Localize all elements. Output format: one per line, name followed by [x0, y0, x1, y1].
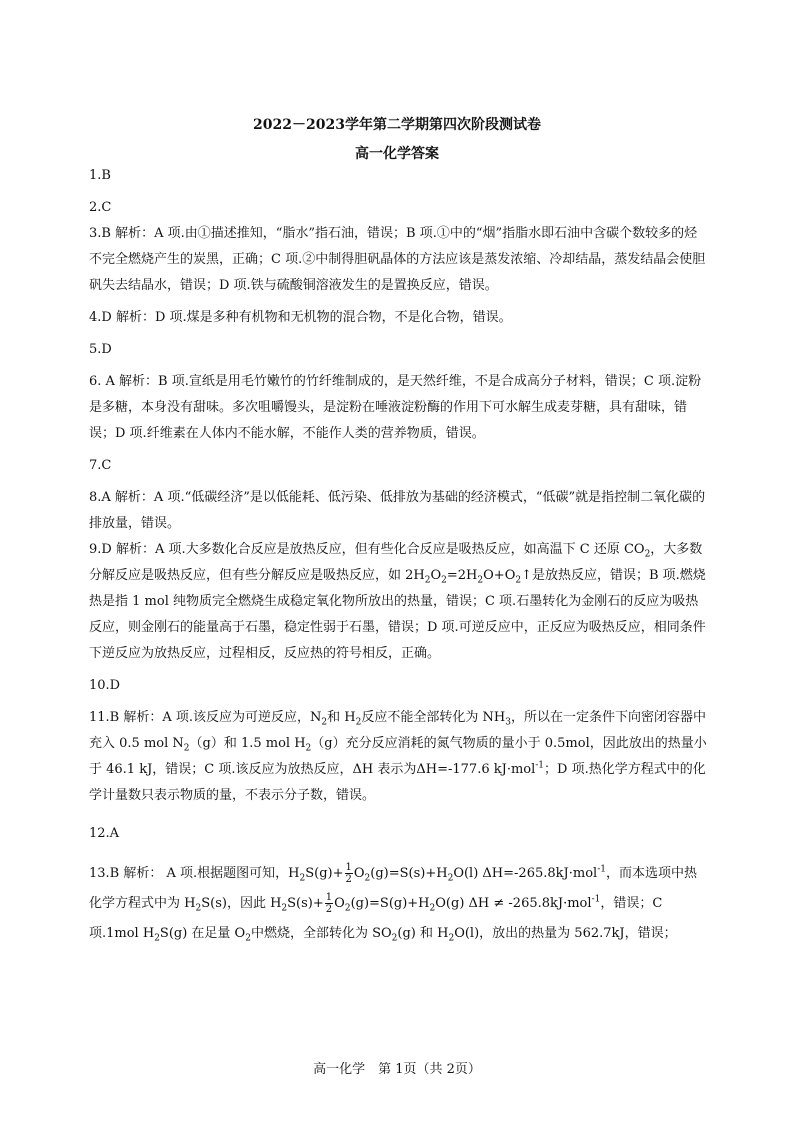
answer-4: 4.D 解析：D 项.煤是多种有机物和无机物的混合物，不是化合物，错误。	[89, 310, 512, 325]
answer-7: 7.C	[89, 458, 112, 473]
answer-11: 11.B 解析：A 项.该反应为可逆反应，$N_2$和 $H_2$反应不能全部转化为 $NH_3$，所以在一定条件下向密闭容器中充入 0.5 mol $N_2(g)$和 1.5 mol $H_2(g)$充分反应消耗的氮气物质的量小于 0.5mol，因此放出的热量小于 46.1 kJ，错误；C 项.该反应为放热反应，ΔH 表示为ΔH=-177.6 kJ·mol$^{-1}$；D 项.热化学方程式中的化学计量数只表示物质的量，不表示分子数，错误。	[89, 710, 707, 803]
answer-9: 9.D 解析：A 项.大多数化合反应是放热反应，但有些化合反应是吸热反应，如高温下 C 还原 $CO_2$，大多数分解反应是吸热反应，但有些分解反应是吸热反应，如 $2H_2O_2=2H_2O+O_2↑$是放热反应，错误；B 项.燃烧热是指 1 mol 纯物质完全燃烧生成稳定氧化物所放出的热量，错误；C 项.石墨转化为金刚石的反应为吸热反应，则金刚石的能量高于石墨，稳定性弱于石墨，错误；D 项.可逆反应中，正反应为吸热反应，相同条件下逆反应为放热反应，过程相反，反应热的符号相反，正确。	[89, 542, 706, 661]
answer-6: 6. A 解析：B 项.宣纸是用毛竹嫩竹的竹纤维制成的，是天然纤维，不是合成高分子材料，错误；C 项.淀粉是多糖，本身没有甜味。多次咀嚼馒头，是淀粉在唾液淀粉酶的作用下可水解生成麦芽糖，具有甜味，错误；D 项.纤维素在人体内不能水解，不能作人类的营养物质，错误。	[89, 374, 702, 441]
page-subtitle: 高一化学答案	[355, 146, 439, 162]
page-footer: 高一化学 第 1页（共 2页）	[313, 1062, 481, 1077]
answer-list	[89, 163, 709, 949]
answer-2: 2.C	[89, 200, 112, 215]
answer-8: 8.A 解析：A 项.“低碳经济”是以低能耗、低污染、低排放为基础的经济模式，“低碳”就是指控制二氧化碳的排放量，错误。	[89, 490, 706, 531]
fraction-half: $\frac{1}{2}$	[325, 892, 333, 915]
answer-5: 5.D	[89, 342, 112, 357]
fraction-half: $\frac{1}{2}$	[345, 862, 352, 885]
answer-1: 1.B	[89, 168, 111, 183]
answer-3: 3.B 解析：A 项.由①描述推知，“脂水”指石油，错误；B 项.①中的“烟”指脂水即石油中含碳个数较多的烃不完全燃烧产生的炭黑，正确；C 项.②中制得胆矾晶体的方法应该是蒸发浓缩、冷却结晶，蒸发结晶会使胆矾失去结晶水，错误；D 项.铁与硫酸铜溶液发生的是置换反应，错误。	[89, 226, 706, 293]
answer-13: 13.B 解析： A 项.根据题图可知，$H_2S(g)+$ $\frac{1}{2}$ $O_2(g)=S(s)+H_2O(l)$ ΔH=-265.8kJ·mol$^{-1}$，而本选项中热化学方程式中为 $H_2S(s)$，因此 $H_2S(s)+$ $\frac{1}{2}$ $O_2(g)=S(g)+H_2O(g) \Delta H \ne -265.8kJ\cdot mol^{-1}$，错误；C 项.1mol $H_2S(g)$ 在足量 $O_2$中燃烧，全部转化为 $SO_2(g)$ 和 $H_2O(l)$，放出的热量为 562.7kJ，错误；	[89, 862, 697, 944]
equation-2: $H_2S(s)+$ $\frac{1}{2}$ $O_2(g)=S(g)+H_2O(g) \Delta H \ne -265.8kJ\cdot mol^{-1}$	[270, 892, 601, 915]
answer-12: 12.A	[89, 826, 120, 841]
page-title: 2022－2023学年第二学期第四次阶段测试卷	[253, 117, 541, 133]
equation-1: $H_2S(g)+$ $\frac{1}{2}$ $O_2(g)=S(s)+H_2O(l)$ ΔH=-265.8kJ·mol$^{-1}$	[288, 862, 606, 885]
answer-10: 10.D	[89, 678, 121, 693]
